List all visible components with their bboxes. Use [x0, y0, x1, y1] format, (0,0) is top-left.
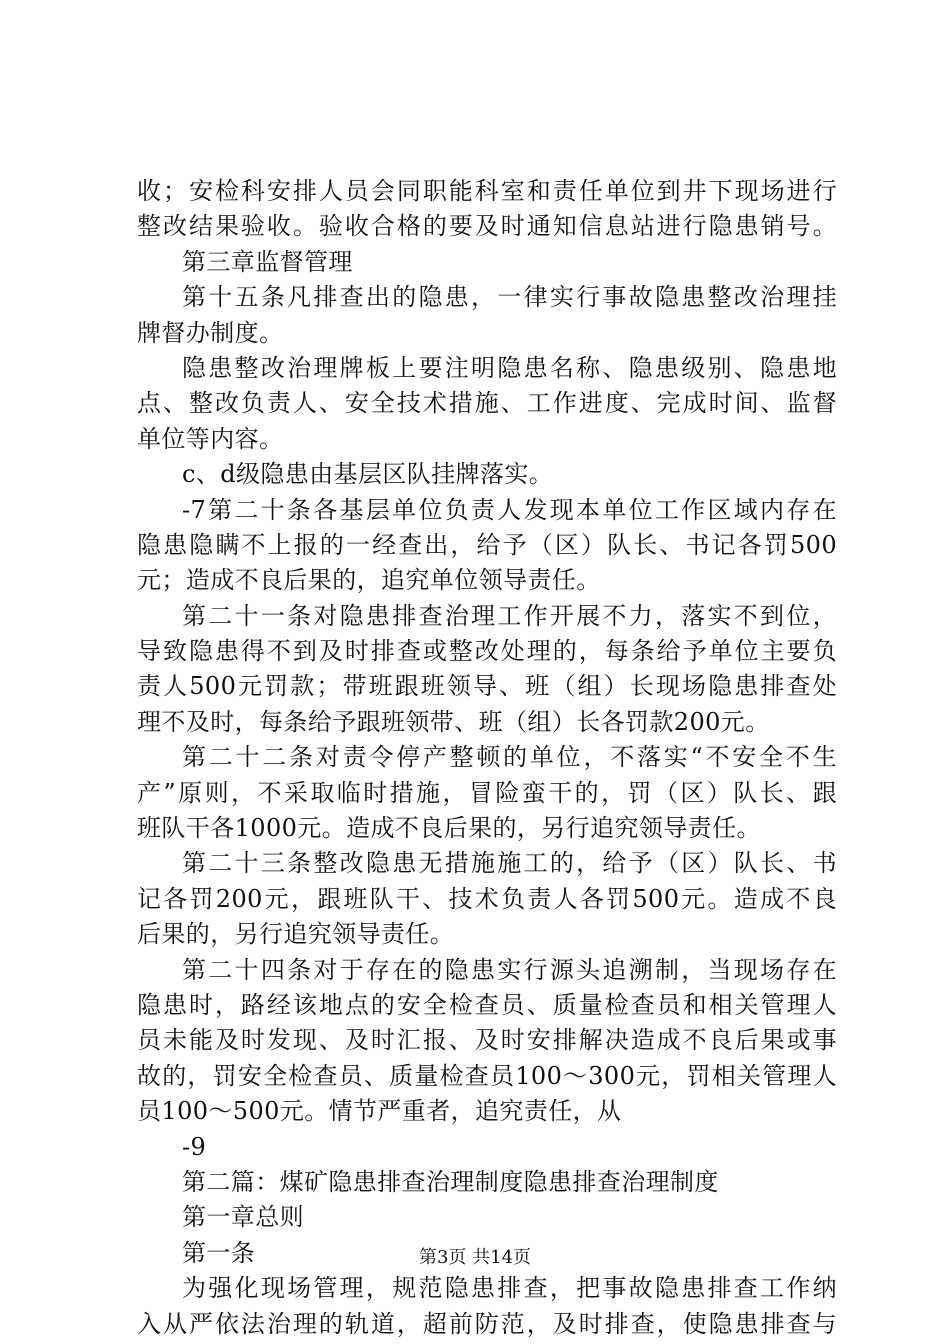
text-line: 整改结果验收。验收合格的要及时通知信息站进行隐患销号。 — [137, 212, 837, 241]
text-line: 第二十三条整改隐患无措施施工的，给予（区）队长、书 — [182, 849, 837, 878]
text-line: 后果的，另行追究领导责任。 — [137, 920, 455, 949]
text-line: 员未能及时发现、及时汇报、及时安排解决造成不良后果或事 — [137, 1026, 837, 1055]
text-line: 故的，罚安全检查员、质量检查员100～300元，罚相关管理人 — [137, 1061, 837, 1090]
text-line: 为强化现场管理，规范隐患排查，把事故隐患排查工作纳 — [182, 1274, 837, 1303]
chapter-heading: 第一章总则 — [182, 1203, 304, 1232]
text-line: 班队干各1000元。造成不良后果的，另行追究领导责任。 — [137, 814, 761, 843]
text-line: 隐患整改治理牌板上要注明隐患名称、隐患级别、隐患地 — [182, 353, 837, 382]
page-footer: 第3页 共14页 — [418, 1247, 532, 1268]
text-line: 责人500元罚款；带班跟班领导、班（组）长现场隐患排查处 — [137, 672, 837, 701]
text-line: 隐患隐瞒不上报的一经查出，给予（区）队长、书记各罚500 — [137, 530, 837, 559]
chapter-heading: 第三章监督管理 — [182, 247, 353, 276]
document-body — [137, 174, 837, 1342]
text-line: 第十五条凡排查出的隐患，一律实行事故隐患整改治理挂 — [182, 283, 837, 312]
text-line: 隐患时，路经该地点的安全检查员、质量检查员和相关管理人 — [137, 990, 837, 1019]
text-line: 点、整改负责人、安全技术措施、工作进度、完成时间、监督 — [137, 389, 837, 418]
text-line: 元；造成不良后果的，追究单位领导责任。 — [137, 566, 601, 595]
text-line: 导致隐患得不到及时排查或整改处理的，每条给予单位主要负 — [137, 637, 837, 666]
page-marker: -9 — [182, 1132, 207, 1161]
text-line: 理不及时，每条给予跟班领带、班（组）长各罚款200元。 — [137, 707, 770, 736]
article-heading: 第一条 — [182, 1238, 256, 1267]
text-line: 牌督办制度。 — [137, 318, 284, 347]
text-line: 单位等内容。 — [137, 424, 284, 453]
text-line: -7第二十条各基层单位负责人发现本单位工作区域内存在 — [182, 495, 837, 524]
text-line: 第二十二条对责令停产整顿的单位，不落实“不安全不生 — [182, 743, 837, 772]
text-line: 员100～500元。情节严重者，追究责任，从 — [137, 1097, 622, 1126]
text-line: 收；安检科安排人员会同职能科室和责任单位到井下现场进行 — [137, 177, 837, 205]
text-line: 第二十一条对隐患排查治理工作开展不力，落实不到位， — [182, 601, 837, 630]
text-line: 入从严依法治理的轨道，超前防范，及时排查，使隐患排查与 — [137, 1309, 837, 1338]
text-line: 产”原则，不采取临时措施，冒险蛮干的，罚（区）队长、跟 — [137, 778, 837, 807]
text-line: 记各罚200元，跟班队干、技术负责人各罚500元。造成不良 — [137, 884, 837, 913]
text-line: 第二十四条对于存在的隐患实行源头追溯制，当现场存在 — [182, 955, 837, 984]
text-line: c、d级隐患由基层区队挂牌落实。 — [182, 460, 554, 489]
section-title: 第二篇：煤矿隐患排查治理制度隐患排查治理制度 — [182, 1167, 719, 1196]
